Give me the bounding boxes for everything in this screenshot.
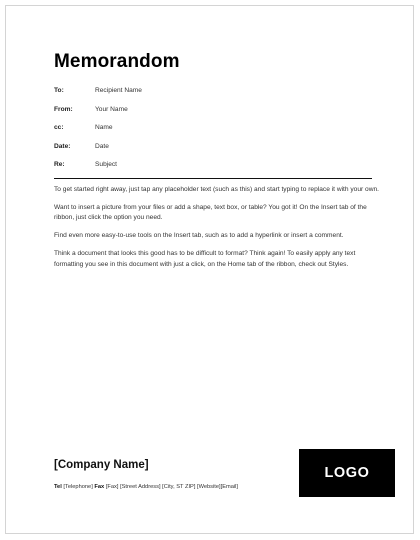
- tel-label: Tel: [54, 484, 62, 490]
- street-address[interactable]: [Street Address]: [120, 484, 161, 490]
- memo-title[interactable]: Memorandom: [54, 51, 180, 72]
- city-state-zip[interactable]: [City, ST ZIP]: [162, 484, 196, 490]
- company-name[interactable]: [Company Name]: [54, 459, 149, 471]
- body-paragraph[interactable]: Think a document that looks this good has to be difficult to format? Think again! To easily apply any text formatting you see in this document with just a click, on the Home tab of the ribbon, check out Styles.: [54, 250, 356, 268]
- field-value-date[interactable]: Date: [95, 142, 109, 150]
- fax-label: Fax: [94, 484, 105, 490]
- logo-text: LOGO: [324, 465, 370, 481]
- website[interactable]: [Website]: [197, 484, 221, 490]
- body-paragraph[interactable]: Want to insert a picture from your files or add a shape, text box, or table? You got it! On the Insert tab of the ribbon, just click the option you need.: [54, 203, 367, 222]
- field-value-recipient[interactable]: Recipient Name: [95, 87, 142, 94]
- field-value-sender[interactable]: Your Name: [95, 105, 128, 113]
- contact-line: [54, 484, 238, 490]
- field-label-to: To:: [54, 87, 64, 94]
- memo-page: [5, 5, 414, 534]
- field-value-subject[interactable]: Subject: [95, 161, 117, 168]
- body-paragraph[interactable]: Find even more easy-to-use tools on the Insert tab, such as to add a hyperlink or insert a comment.: [54, 232, 344, 240]
- logo-placeholder[interactable]: [299, 449, 395, 497]
- field-value-cc[interactable]: Name: [95, 124, 113, 131]
- field-label-cc: cc:: [54, 124, 64, 131]
- tel-value[interactable]: [Telephone]: [63, 484, 93, 490]
- field-label-from: From:: [54, 105, 73, 113]
- field-label-re: Re:: [54, 161, 65, 168]
- memo-body: [54, 185, 384, 277]
- email[interactable]: [Email]: [220, 484, 239, 490]
- fax-value[interactable]: [Fax]: [105, 484, 119, 490]
- body-paragraph[interactable]: To get started right away, just tap any placeholder text (such as this) and start typing to replace it with your own.: [54, 186, 379, 193]
- header-divider: [54, 178, 372, 179]
- field-label-date: Date:: [54, 142, 71, 150]
